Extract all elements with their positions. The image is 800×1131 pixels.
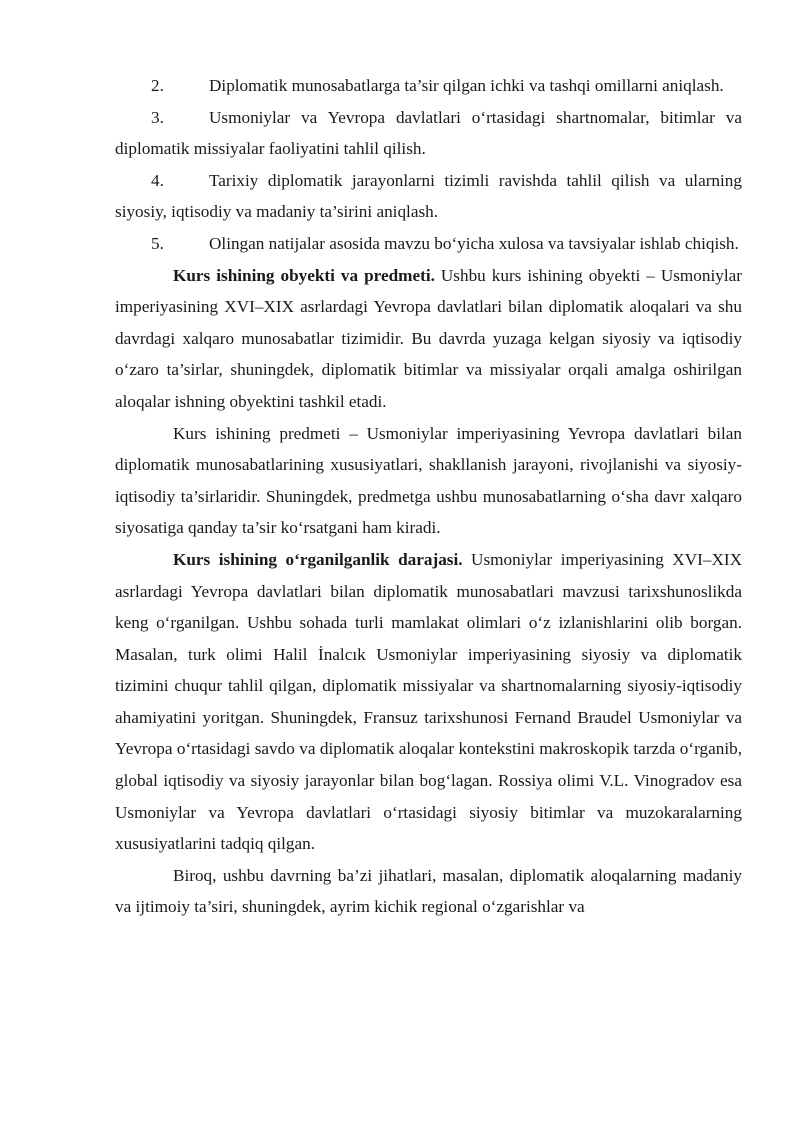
paragraph-text: Kurs ishining predmeti – Usmoniylar imperiyasining Yevropa davlatlari bilan diplomatik munosabatlarining xususiyatlari, shakllanish jarayoni, rivojlanishi va siyosiy-iqtisodiy ta’sirlaridir. Shuningdek, predmetga ushbu munosabatlarning o‘sha davr xalqaro siyosatiga qanday ta’sir ko‘rsatgani ham kiradi. (115, 423, 742, 538)
paragraph-heading: Kurs ishining o‘rganilganlik darajasi. (173, 549, 463, 569)
paragraph-object-subject (115, 260, 742, 418)
list-text: Tarixiy diplomatik jarayonlarni tizimli ravishda tahlil qilish va ularning siyosiy, iqtisodiy va madaniy ta’sirini aniqlash. (115, 170, 742, 222)
list-number: 3. (151, 107, 164, 127)
paragraph-text: Usmoniylar imperiyasining XVI–XIX asrlardagi Yevropa davlatlari bilan diplomatik munosabatlari mavzusi tarixshunoslikda keng o‘rganilgan. Ushbu sohada turli mamlakat olimlari o‘z izlanishlarini olib borgan. Masalan, turk olimi Halil İnalcık Usmoniylar imperiyasining siyosiy va diplomatik tizimini chuqur tahlil qilgan, diplomatik missiyalar va shartnomalarning siyosiy-iqtisodiy ahamiyatini yoritgan. Shuningdek, Fransuz tarixshunosi Fernand Braudel Usmoniylar va Yevropa o‘rtasidagi savdo va diplomatik aloqalar kontekstini makroskopik tarzda o‘rganib, global iqtisodiy va siyosiy jarayonlar bilan bog‘lagan. Rossiya olimi V.L. Vinogradov esa Usmoniylar va Yevropa davlatlari o‘rtasidagi siyosiy bitimlar va muzokaralarning xususiyatlarini tadqiq qilgan. (115, 549, 742, 854)
list-number: 2. (151, 76, 164, 95)
list-item (115, 70, 742, 102)
list-text: Diplomatik munosabatlarga ta’sir qilgan ichki va tashqi omillarni aniqlash. (209, 76, 724, 95)
list-number: 5. (151, 233, 164, 253)
list-item (115, 165, 742, 228)
list-text: Usmoniylar va Yevropa davlatlari o‘rtasidagi shartnomalar, bitimlar va diplomatik missiyalar faoliyatini tahlil qilish. (115, 107, 742, 159)
paragraph-however (115, 860, 742, 923)
list-number: 4. (151, 170, 164, 190)
list-item (115, 102, 742, 165)
list-text: Olingan natijalar asosida mavzu bo‘yicha xulosa va tavsiyalar ishlab chiqish. (209, 233, 739, 253)
document-body (115, 70, 742, 923)
list-item (115, 228, 742, 260)
paragraph-subject (115, 418, 742, 544)
paragraph-text: Ushbu kurs ishining obyekti – Usmoniylar imperiyasining XVI–XIX asrlardagi Yevropa davlatlari bilan diplomatik aloqalari va shu davrdagi xalqaro munosabatlar tizimidir. Bu davrda yuzaga kelgan siyosiy va iqtisodiy o‘zaro ta’sirlar, shuningdek, diplomatik bitimlar va missiyalar orqali amalga oshirilgan aloqalar ishning obyektini tashkil etadi. (115, 265, 742, 411)
paragraph-study-level (115, 544, 742, 860)
paragraph-text: Biroq, ushbu davrning ba’zi jihatlari, masalan, diplomatik aloqalarning madaniy va ijtimoiy ta’siri, shuningdek, ayrim kichik regional o‘zgarishlar va (115, 865, 742, 917)
paragraph-heading: Kurs ishining obyekti va predmeti. (173, 265, 435, 285)
